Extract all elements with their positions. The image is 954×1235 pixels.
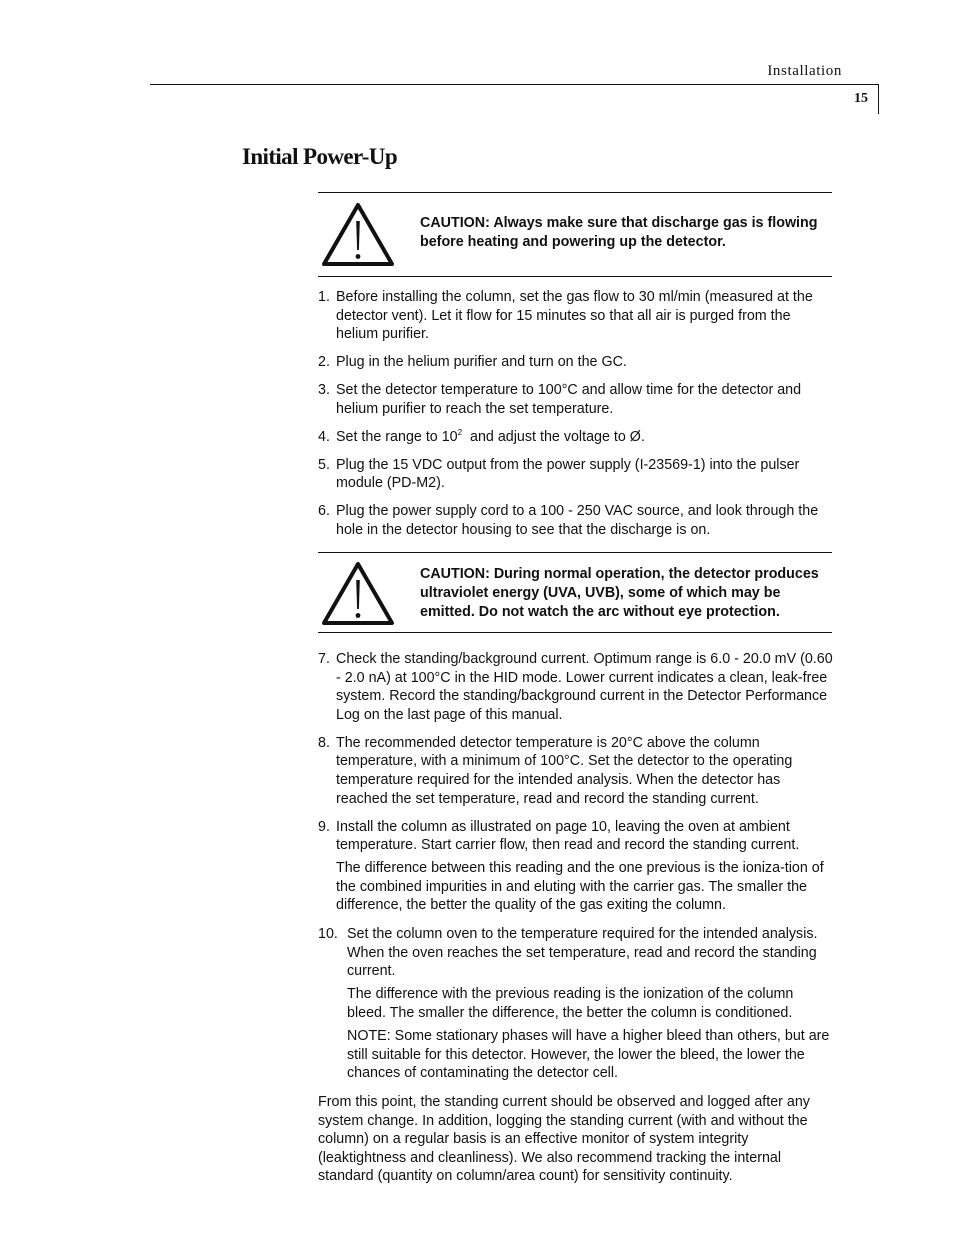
step-text: Set the detector temperature to 100°C and allow time for the detector and helium purifier to reach the set temperature. [336,382,802,417]
step-number: 4. [318,428,330,445]
caution-box-uv-energy [318,552,832,633]
step-text: The recommended detector temperature is 20°C above the column temperature, with a minimum of 100°C. Set the detector to the operating temperature required for the intended analysis. When the detector has reached the set temperature, read and record the standing current. [336,734,793,807]
warning-triangle-icon [320,200,396,268]
step-text-before: Set the range to 10 [336,428,458,445]
steps-list-10 [318,925,834,1092]
header-rule [150,84,879,85]
list-item [318,381,834,418]
exponent: 2 [457,427,463,437]
step-text: Plug the 15 VDC output from the power supply (I-23569-1) into the pulser module (PD-M2). [336,456,800,492]
list-item [318,456,834,493]
step-text: Plug in the helium purifier and turn on the GC. [336,354,627,371]
step-number: 7. [318,651,330,667]
step-number: 8. [318,734,330,751]
step-text: Check the standing/background current. Optimum range is 6.0 - 20.0 mV (0.60 - 2.0 nA) at 100°C in the HID mode. Lower current indicates a clean, leak-free system. Record the standing/background current in the Detector Performance Log on the last page of this manual. [336,651,833,723]
step-paragraph: The difference with the previous reading is the ionization of the column bleed. The smaller the difference, the better the column is conditioned. [347,986,794,1021]
step-text: Plug the power supply cord to a 100 - 250 VAC source, and look through the hole in the detector housing to see that the discharge is on. [336,503,819,538]
header-vertical-rule [878,84,879,114]
list-item [318,353,834,372]
step-note: NOTE: Some stationary phases will have a higher bleed than others, but are still suitable for this detector. However, the lower the bleed, the lower the chances of contaminating the detector cell. [347,1027,830,1082]
step-number: 1. [318,289,330,305]
caution-box-discharge-gas [318,192,832,277]
list-item [318,734,834,808]
running-header-title: Installation [767,63,842,79]
step-text-after: and adjust the voltage to Ø. [462,428,645,445]
step-number: 5. [318,456,330,473]
list-item [318,650,834,724]
step-number: 6. [318,503,330,520]
step-text: Install the column as illustrated on page 10, leaving the oven at ambient temperature. Start carrier flow, then read and record the standing current. [336,818,800,854]
step-paragraph: The difference between this reading and the one previous is the ioniza-tion of the combined impurities in and eluting with the carrier gas. The smaller the difference, the better the quality of the gas exiting the column. [336,860,824,914]
list-item [318,818,834,915]
step-number: 2. [318,354,330,371]
list-item [318,925,834,1083]
caution-text: CAUTION: Always make sure that discharge gas is flowing before heating and powering up the detector. [420,215,818,250]
closing-paragraph: From this point, the standing current should be observed and logged after any system change. In addition, logging the standing current (with and without the column) on a regular basis is an effective monitor of system integrity (leaktightness and cleanliness). We also recommend tracking the internal standard (quantity on column/area count) for sensitivity continuity. [318,1094,810,1185]
list-item [318,428,834,447]
step-number: 10. [318,926,338,942]
list-item [318,288,834,344]
step-number: 3. [318,382,330,399]
steps-list-7-9 [318,650,834,924]
step-text: Before installing the column, set the gas flow to 30 ml/min (measured at the detector vent). Let it flow for 15 minutes so that all air is purged from the helium purifier. [336,289,813,343]
step-text: Set the column oven to the temperature required for the intended analysis. When the oven reaches the set temperature, read and record the standing current. [347,926,818,980]
list-item [318,502,834,539]
step-number: 9. [318,818,330,835]
caution-text: CAUTION: During normal operation, the detector produces ultraviolet energy (UVA, UVB), some of which may be emitted. Do not watch the arc without eye protection. [420,566,819,620]
section-title: Initial Power-Up [242,144,398,169]
warning-triangle-icon [320,559,396,627]
steps-list-1-6 [318,288,834,549]
page-number: 15 [854,91,868,106]
step-text [336,428,834,447]
